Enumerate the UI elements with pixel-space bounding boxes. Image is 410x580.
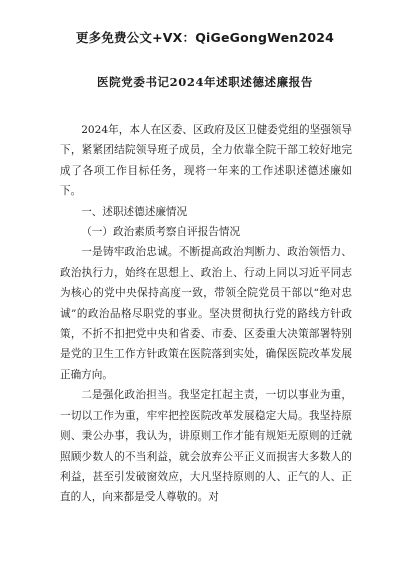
body-paragraph: 一是铸牢政治忠诚。不断提高政治判断力、政治领悟力、政治执行力，始终在思想上、政治上、行动上同以习近平同志为核心的党中央保持高度一致，带领全院党员干部以“绝对忠诚”的政治品格尽职党的事业。坚决贯彻执行党的路线方针政策，不折不扣把党中央和省委、市委、区委重大决策部署特别是党的卫生工作方针政策在医院落到实处，确保医院改革发展正确方向。 [60,246,352,381]
body-paragraph: 二是强化政治担当。我坚定扛起主责，一切以事业为重，一切以工作为重，牢牢把控医院改革发展稳定大局。我坚持原则、秉公办事，我认为，讲原则工作才能有规矩无原则的迁就照顾少数人的不当利益，就会放弃公平正义而损害大多数人的利益，甚至引发破窗效应，大凡坚持原则的人、正气的人、正直的人，向来都是受人尊敬的。对 [60,389,352,504]
document-title: 医院党委书记2024年述职述德述廉报告 [97,75,313,89]
section-heading: 一、述职述德述廉情况 [81,205,188,218]
intro-paragraph: 2024年，本人在区委、区政府及区卫健委党组的坚强领导下，紧紧团结院领导班子成员，全力依靠全院干部工较好地完成了各项工作目标任务，现将一年来的工作述职述德述廉如下。 [60,124,352,198]
document-body [60,120,352,508]
promo-banner: 更多免费公文+VX：QiGeGongWen2024 [75,30,335,45]
subsection-heading: （一）政治素质考察自评报告情况 [81,226,241,239]
